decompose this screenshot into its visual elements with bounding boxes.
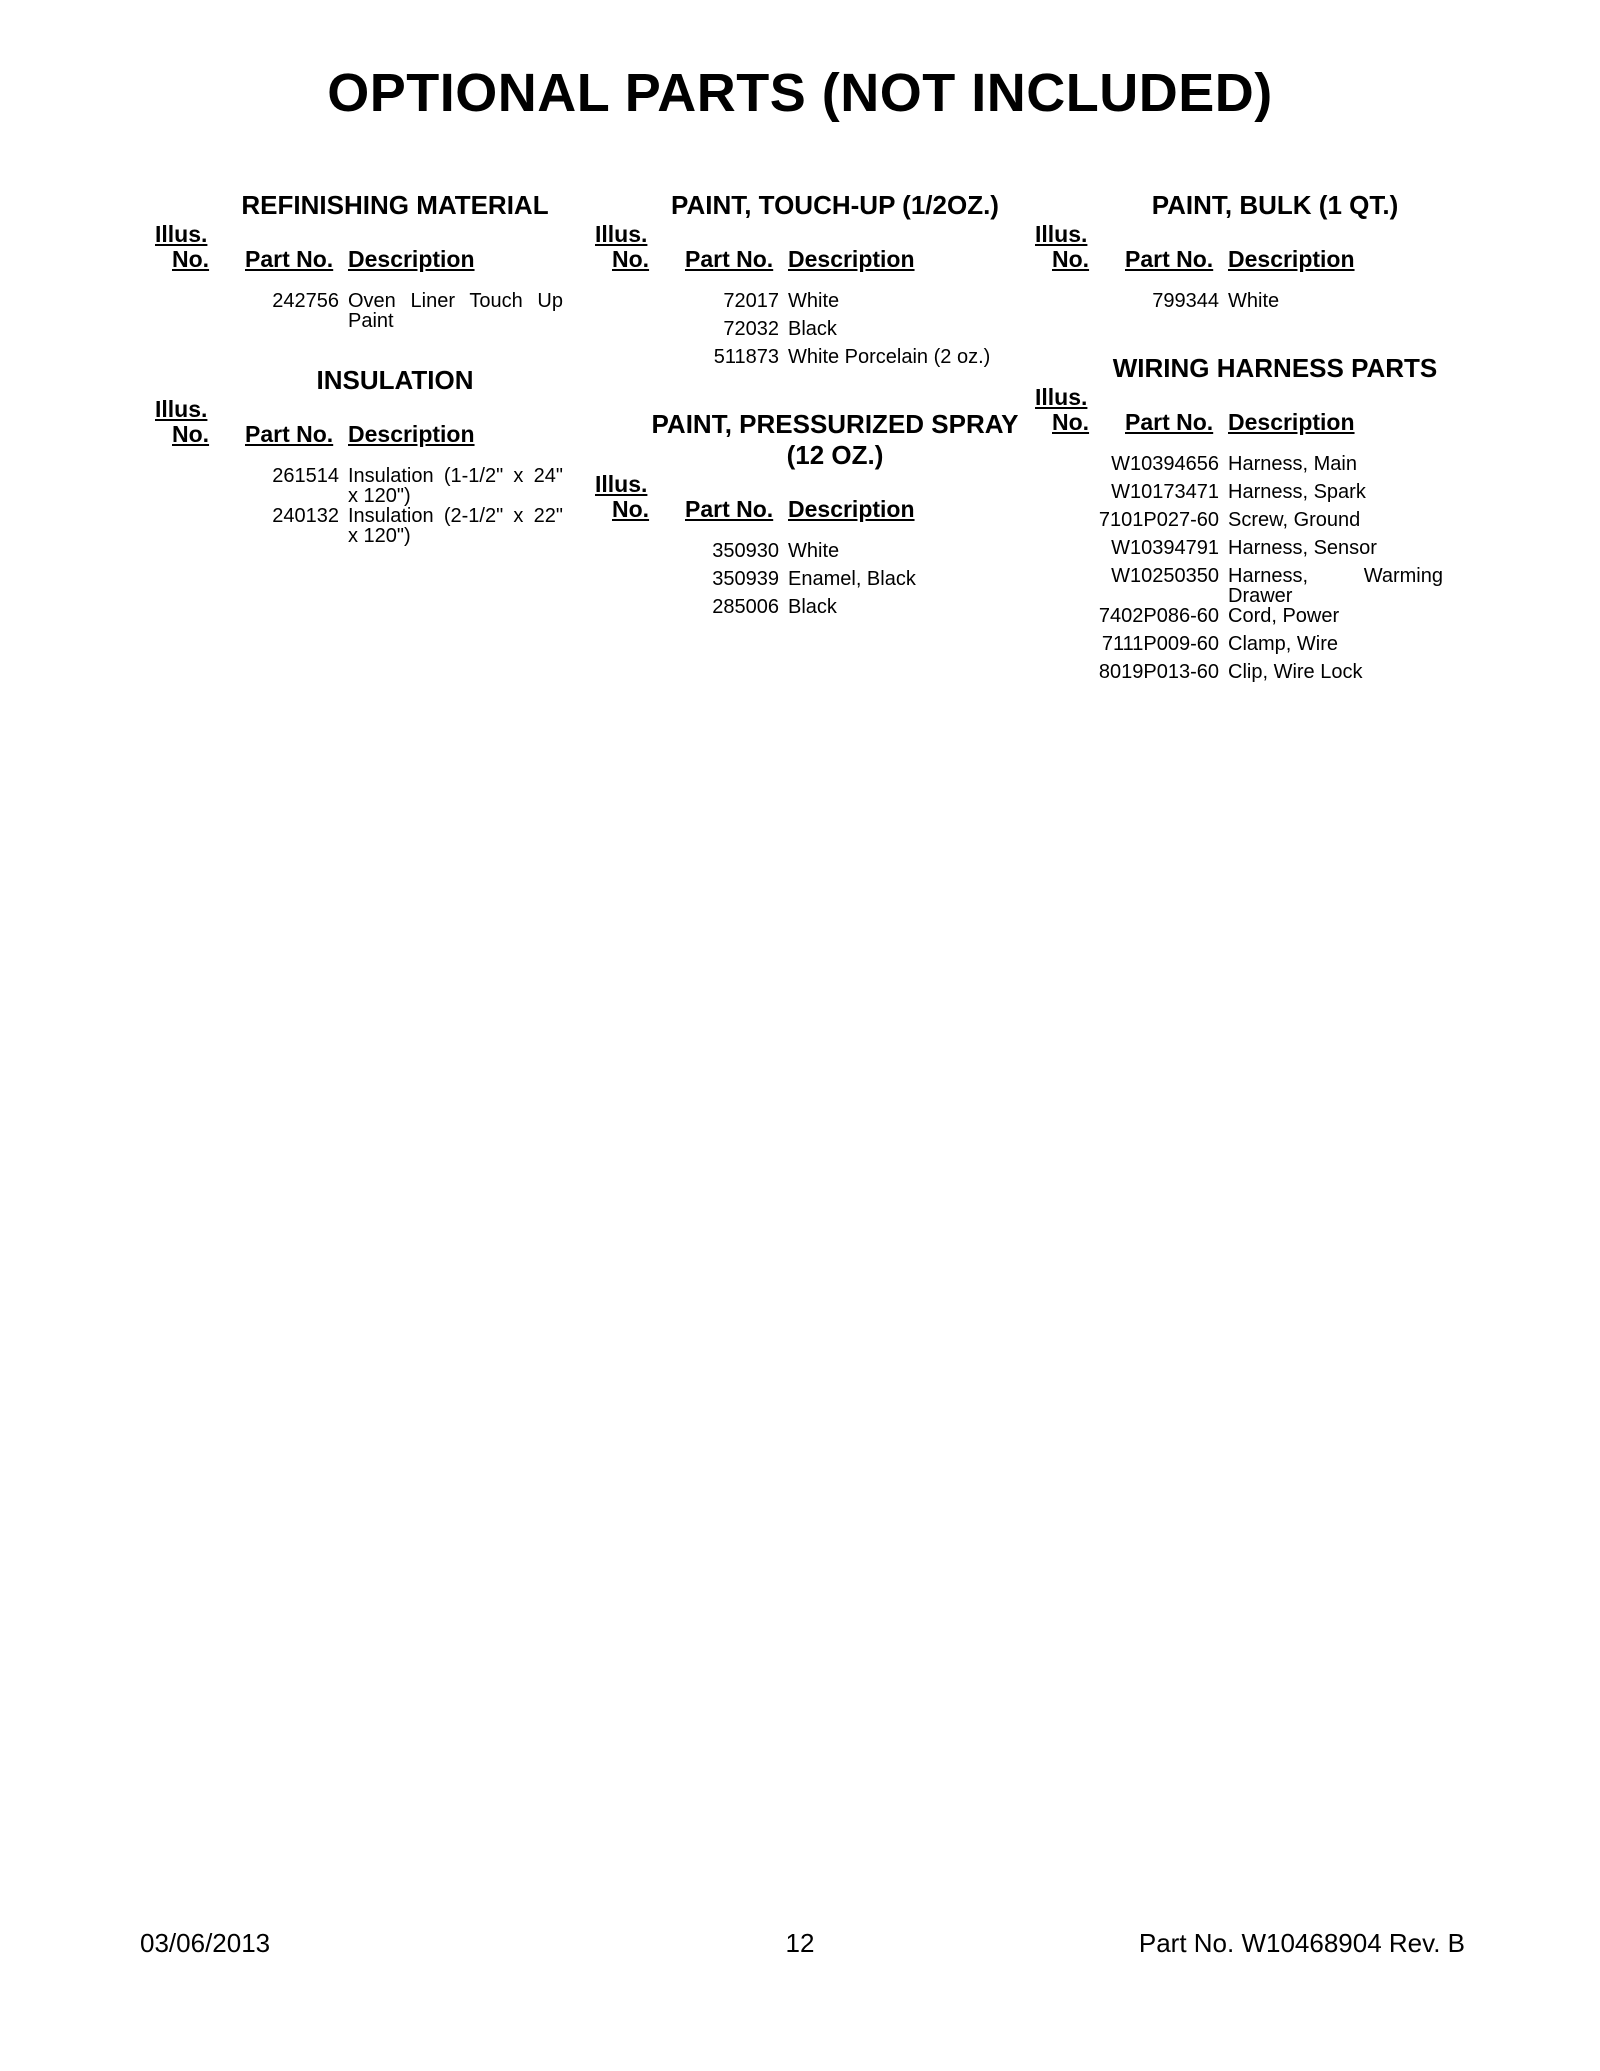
parts-list: [595, 291, 1035, 375]
part-number: 8019P013-60: [1098, 661, 1219, 683]
part-number: 240132: [272, 505, 339, 527]
part-description: Harness, Spark: [1228, 481, 1366, 503]
header-illus-no-label: No.: [1052, 409, 1090, 435]
header-illus-no-label: No.: [172, 421, 210, 447]
footer-date: 03/06/2013: [140, 1928, 271, 1958]
section-title: INSULATION: [316, 365, 474, 395]
header-part-no: Part No.: [245, 246, 334, 272]
column-headers: [595, 221, 1035, 271]
part-description: Insulation (1-1/2" x 24" x 120"): [348, 465, 563, 507]
parts-section: [155, 190, 595, 331]
parts-section: [1035, 190, 1475, 319]
part-description: Screw, Ground: [1228, 509, 1361, 531]
header-illus-label: Illus.: [155, 221, 208, 247]
part-row: [155, 466, 595, 506]
parts-list: [1035, 291, 1475, 319]
header-illus-no-label: No.: [1052, 246, 1090, 272]
part-number: W10394791: [1111, 537, 1219, 559]
header-description: Description: [348, 246, 475, 272]
parts-section: [595, 190, 1035, 375]
column-headers: [595, 471, 1035, 521]
header-illus-label: Illus.: [155, 396, 208, 422]
part-description: Black: [788, 596, 837, 618]
header-part-no: Part No.: [245, 421, 334, 447]
parts-column-right: [1035, 190, 1475, 724]
parts-section: [595, 409, 1035, 625]
part-number: 7402P086-60: [1098, 605, 1219, 627]
header-part-no: Part No.: [685, 496, 774, 522]
part-row: [595, 597, 1035, 625]
part-description: Clamp, Wire: [1228, 633, 1339, 655]
part-description: Black: [788, 318, 837, 340]
parts-section: [155, 365, 595, 546]
parts-list: [1035, 454, 1475, 690]
part-description: Clip, Wire Lock: [1228, 661, 1363, 683]
parts-list: [155, 466, 595, 546]
section-title: PAINT, TOUCH-UP (1/2OZ.): [671, 190, 999, 220]
header-part-no: Part No.: [1125, 409, 1214, 435]
part-description: Harness, Main: [1228, 453, 1357, 475]
parts-list: [595, 541, 1035, 625]
part-row: [1035, 566, 1475, 606]
part-description: White Porcelain (2 oz.): [788, 346, 991, 368]
column-headers: [1035, 384, 1475, 434]
header-description: Description: [788, 496, 915, 522]
part-description: White: [788, 540, 840, 562]
part-row: [1035, 291, 1475, 319]
header-description: Description: [1228, 409, 1355, 435]
parts-section: [1035, 353, 1475, 690]
column-headers: [155, 396, 595, 446]
part-row: [1035, 454, 1475, 482]
header-illus-no-label: No.: [172, 246, 210, 272]
section-title: REFINISHING MATERIAL: [241, 190, 549, 220]
part-row: [595, 541, 1035, 569]
part-row: [1035, 510, 1475, 538]
part-row: [595, 291, 1035, 319]
part-number: 7111P009-60: [1101, 633, 1219, 655]
part-number: 285006: [712, 596, 779, 618]
part-number: 7101P027-60: [1098, 509, 1219, 531]
parts-column-left: [155, 190, 595, 580]
footer-page-number: 12: [785, 1928, 815, 1958]
header-illus-no-label: No.: [612, 496, 650, 522]
part-description: Cord, Power: [1228, 605, 1340, 627]
part-row: [1035, 606, 1475, 634]
header-illus-label: Illus.: [595, 471, 648, 497]
section-title: WIRING HARNESS PARTS: [1112, 353, 1438, 383]
header-description: Description: [788, 246, 915, 272]
part-number: 261514: [272, 465, 339, 487]
section-title: PAINT, PRESSURIZED SPRAY (12 OZ.): [651, 409, 1019, 470]
header-illus-label: Illus.: [1035, 384, 1088, 410]
part-row: [595, 347, 1035, 375]
part-number: W10394656: [1111, 453, 1219, 475]
part-row: [155, 506, 595, 546]
part-number: 242756: [272, 290, 339, 312]
page-title: OPTIONAL PARTS (NOT INCLUDED): [327, 63, 1273, 123]
parts-column-middle: [595, 190, 1035, 659]
header-illus-no-label: No.: [612, 246, 650, 272]
part-number: 72017: [723, 290, 779, 312]
part-description: Insulation (2-1/2" x 22" x 120"): [348, 505, 563, 547]
column-headers: [155, 221, 595, 271]
part-row: [1035, 482, 1475, 510]
part-description: Harness, Sensor: [1228, 537, 1377, 559]
part-description: Oven Liner Touch Up Paint: [348, 290, 563, 332]
part-description: White: [788, 290, 840, 312]
part-number: 350939: [712, 568, 779, 590]
part-row: [595, 319, 1035, 347]
part-row: [595, 569, 1035, 597]
part-row: [1035, 634, 1475, 662]
footer-part-revision: Part No. W10468904 Rev. B: [1138, 1928, 1465, 1958]
header-part-no: Part No.: [685, 246, 774, 272]
part-description: Enamel, Black: [788, 568, 916, 590]
parts-list: [155, 291, 595, 331]
part-number: 799344: [1152, 290, 1219, 312]
header-illus-label: Illus.: [595, 221, 648, 247]
header-part-no: Part No.: [1125, 246, 1214, 272]
part-description: White: [1228, 290, 1280, 312]
header-description: Description: [348, 421, 475, 447]
header-illus-label: Illus.: [1035, 221, 1088, 247]
part-number: W10173471: [1111, 481, 1219, 503]
part-row: [1035, 538, 1475, 566]
part-row: [1035, 662, 1475, 690]
part-description: Harness, Warming Drawer: [1228, 565, 1443, 607]
part-number: 511873: [713, 346, 779, 368]
column-headers: [1035, 221, 1475, 271]
part-number: 72032: [723, 318, 779, 340]
part-number: 350930: [712, 540, 779, 562]
part-row: [155, 291, 595, 331]
header-description: Description: [1228, 246, 1355, 272]
part-number: W10250350: [1111, 565, 1219, 587]
section-title: PAINT, BULK (1 QT.): [1151, 190, 1399, 220]
